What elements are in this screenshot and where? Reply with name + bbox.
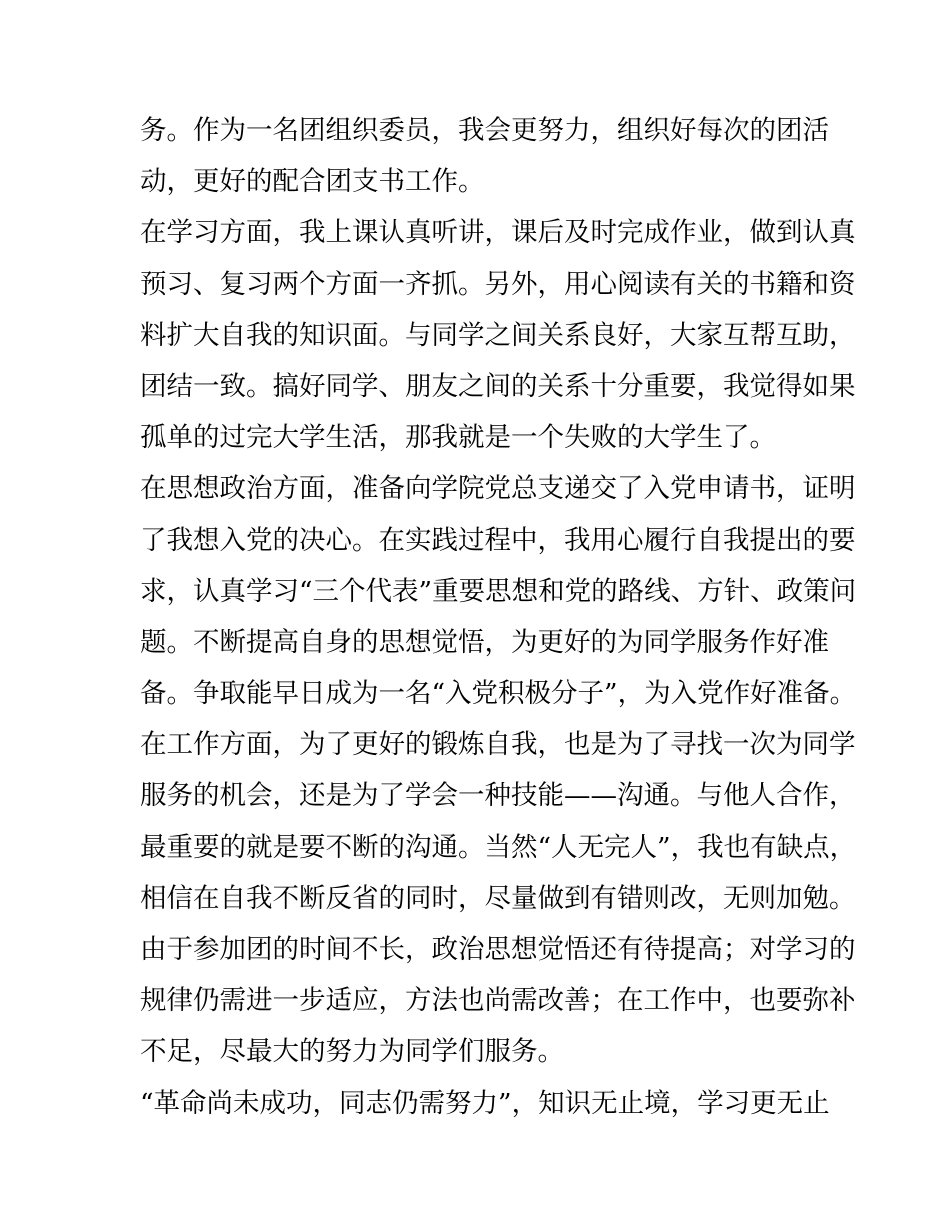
text-line: 规律仍需进一步适应，方法也尚需改善；在工作中，也要弥补 [140, 985, 856, 1017]
text-line: 不足，尽最大的努力为同学们服务。 [140, 1036, 564, 1068]
text-line: 动，更好的配合团支书工作。 [140, 166, 485, 198]
text-line: 题。不断提高自身的思想觉悟，为更好的为同学服务作好准 [140, 626, 829, 658]
text-line: 由于参加团的时间不长，政治思想觉悟还有待提高；对学习的 [140, 934, 856, 965]
text-line: 料扩大自我的知识面。与同学之间关系良好，大家互帮互助， [140, 319, 856, 351]
text-line: 预习、复习两个方面一齐抓。另外，用心阅读有关的书籍和资 [140, 268, 856, 300]
text-line: 相信在自我不断反省的同时，尽量做到有错则改，无则加勉。 [140, 882, 856, 914]
text-line: 了我想入党的决心。在实践过程中，我用心履行自我提出的要 [140, 524, 856, 556]
text-line: 服务的机会，还是为了学会一种技能——沟通。与他人合作， [140, 780, 856, 812]
text-line: 团结一致。搞好同学、朋友之间的关系十分重要，我觉得如果 [140, 370, 856, 402]
body-text [140, 105, 857, 1129]
text-line: 孤单的过完大学生活，那我就是一个失败的大学生了。 [140, 422, 776, 454]
text-line: 备。争取能早日成为一名“入党积极分子”，为入党作好准备。 [140, 678, 857, 710]
text-line: “革命尚未成功，同志仍需努力”，知识无止境，学习更无止 [140, 1087, 830, 1119]
text-line: 务。作为一名团组织委员，我会更努力，组织好每次的团活 [140, 115, 829, 146]
text-line: 在学习方面，我上课认真听讲，课后及时完成作业，做到认真 [140, 217, 856, 249]
text-line: 在工作方面，为了更好的锻炼自我，也是为了寻找一次为同学 [140, 729, 856, 761]
text-line: 在思想政治方面，准备向学院党总支递交了入党申请书，证明 [140, 473, 856, 505]
text-line: 最重要的就是要不断的沟通。当然“人无完人”，我也有缺点， [140, 831, 857, 863]
text-line: 求，认真学习“三个代表”重要思想和党的路线、方针、政策问 [140, 575, 857, 607]
